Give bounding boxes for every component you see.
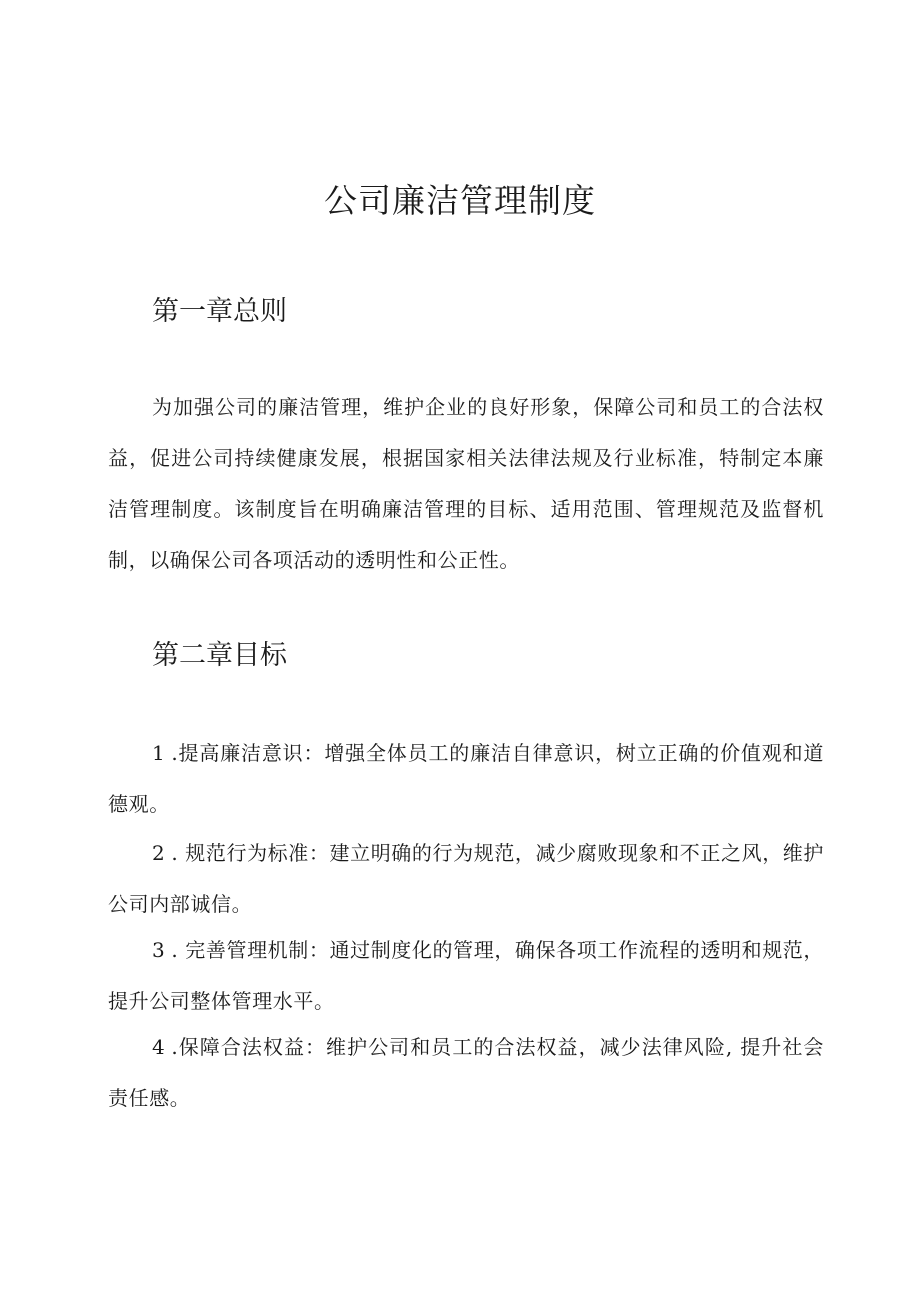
goal-item-3 xyxy=(108,925,824,1027)
goal-item-text: .保障合法权益：维护公司和员工的合法权益，减少法律风险, 提升社会责任感。 xyxy=(108,1035,824,1110)
chapter-1-heading: 第一章总则 xyxy=(152,296,287,327)
goal-item-text: . 规范行为标准：建立明确的行为规范，减少腐败现象和不正之风，维护公司内部诚信。 xyxy=(108,841,824,916)
goal-item-number: 2 xyxy=(152,841,166,865)
chapter-2-heading: 第二章目标 xyxy=(152,640,287,671)
document-title: 公司廉洁管理制度 xyxy=(324,181,596,220)
goal-item-text: . 完善管理机制：通过制度化的管理，确保各项工作流程的透明和规范，提升公司整体管理水平。 xyxy=(108,938,824,1013)
goal-item-number: 3 xyxy=(152,938,166,962)
goal-item-text: .提高廉洁意识：增强全体员工的廉洁自律意识，树立正确的价值观和道德观。 xyxy=(108,741,824,816)
goal-item-number: 4 xyxy=(152,1035,166,1059)
goal-item-number: 1 xyxy=(152,741,166,765)
chapter-1-paragraph: 为加强公司的廉洁管理，维护企业的良好形象，保障公司和员工的合法权益，促进公司持续健康发展，根据国家相关法律法规及行业标准，特制定本廉洁管理制度。该制度旨在明确廉洁管理的目标、适用范围、管理规范及监督机制，以确保公司各项活动的透明性和公正性。 xyxy=(108,395,824,572)
goal-item-1 xyxy=(108,728,824,830)
goal-item-2 xyxy=(108,828,824,930)
goal-item-4 xyxy=(108,1022,824,1124)
